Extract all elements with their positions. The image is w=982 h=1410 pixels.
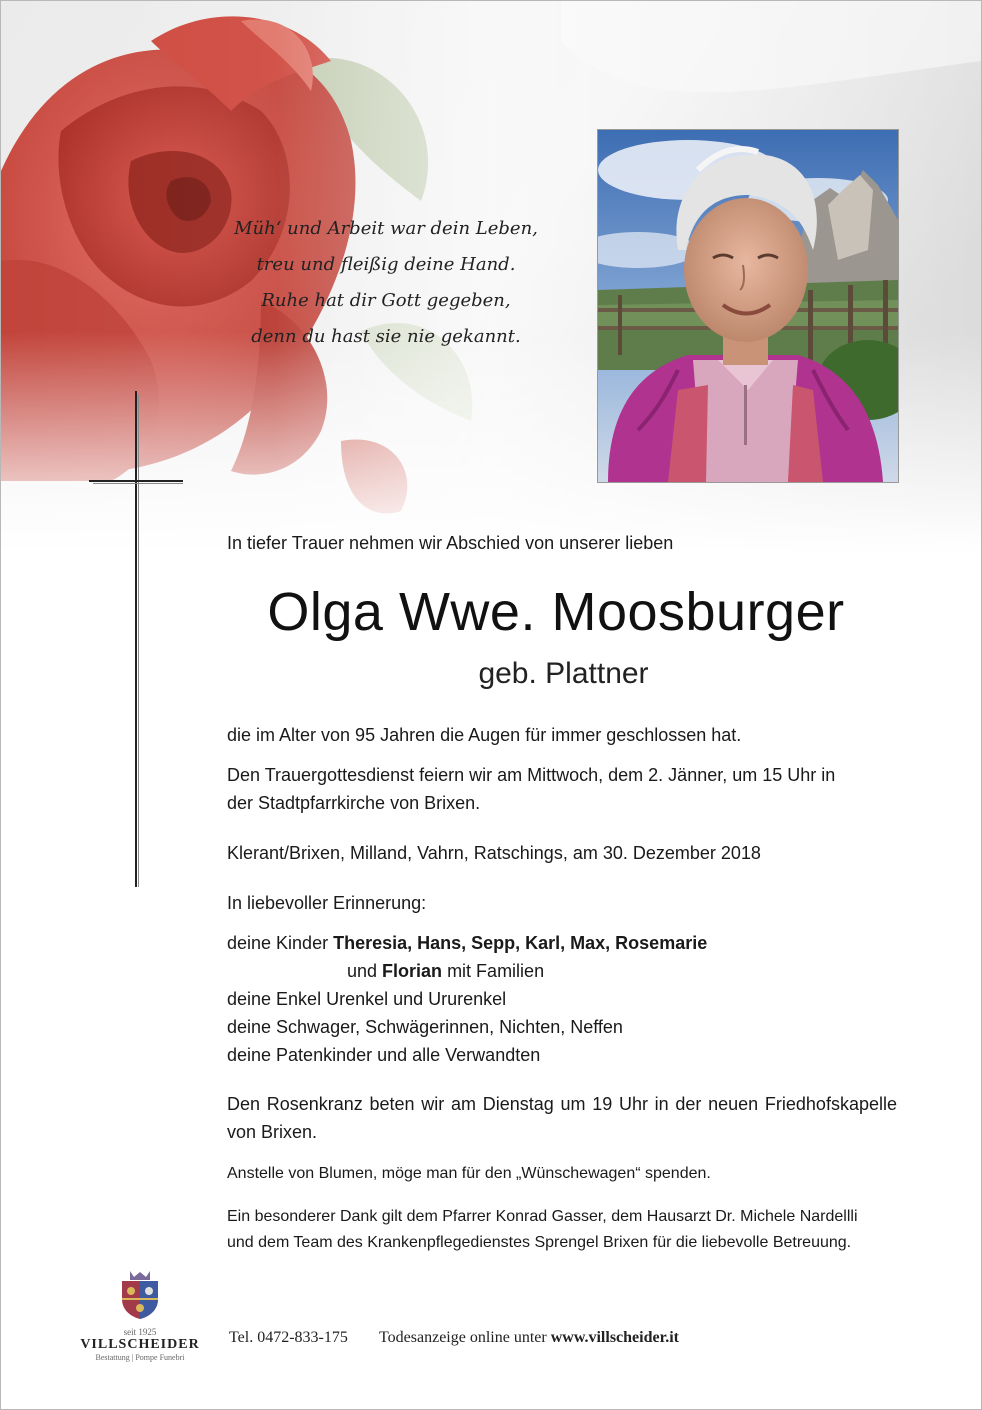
logo-subtitle: Bestattung | Pompe Funebri: [95, 1353, 185, 1362]
mourners-children-cont: [227, 957, 897, 985]
logo-since: seit 1925: [123, 1327, 157, 1337]
poem-line: Müh‘ und Arbeit war dein Leben,: [234, 218, 538, 239]
poem-line: treu und fleißig deine Hand.: [256, 254, 516, 275]
logo-brand: VILLSCHEIDER: [80, 1337, 200, 1352]
crest-icon: [112, 1269, 168, 1321]
mourners-list: [227, 929, 897, 1069]
footer-phone: Tel. 0472-833-175: [229, 1329, 348, 1346]
service-line: der Stadtpfarrkirche von Brixen.: [227, 793, 481, 813]
service-info: [227, 761, 897, 817]
intro-text: In tiefer Trauer nehmen wir Abschied von unserer lieben: [227, 533, 674, 553]
footer-online: [379, 1329, 679, 1347]
place-date: Klerant/Brixen, Milland, Vahrn, Ratschings, am 30. Dezember 2018: [227, 843, 761, 863]
deceased-name: Olga Wwe. Moosburger: [267, 582, 845, 642]
with-families: mit Familien: [442, 961, 545, 981]
cross-icon-bar: [89, 480, 183, 482]
age-line: die im Alter von 95 Jahren die Augen für immer geschlossen hat.: [227, 725, 742, 745]
portrait-photo: [597, 129, 899, 483]
footer-online-prefix: Todesanzeige online unter: [379, 1329, 551, 1346]
thanks-note: Ein besonderer Dank gilt dem Pfarrer Konrad Gasser, dem Hausarzt Dr. Michele Nardellli und dem Team des Krankenpflegedienstes Sprengel Brixen für die liebevolle Betreuung.: [227, 1208, 858, 1251]
last-child-name: Florian: [382, 961, 443, 981]
poem-line: denn du hast sie nie gekannt.: [251, 326, 521, 347]
poem: [201, 211, 571, 355]
funeral-home-logo: [75, 1269, 205, 1362]
poem-line: Ruhe hat dir Gott gegeben,: [261, 290, 511, 311]
children-names: Theresia, Hans, Sepp, Karl, Max, Rosemarie: [333, 933, 708, 953]
mourners-in-laws: deine Schwager, Schwägerinnen, Nichten, Neffen: [227, 1017, 623, 1037]
birth-name: geb. Plattner: [478, 657, 649, 690]
and-word: und: [347, 961, 383, 981]
children-prefix: deine Kinder: [227, 933, 334, 953]
mourners-godchildren: deine Patenkinder und alle Verwandten: [227, 1045, 541, 1065]
mourners-grandchildren: deine Enkel Urenkel und Ururenkel: [227, 989, 507, 1009]
footer-website-link[interactable]: www.villscheider.it: [550, 1329, 679, 1346]
service-line: Den Trauergottesdienst feiern wir am Mittwoch, dem 2. Jänner, um 15 Uhr in: [227, 765, 836, 785]
mourners-children: [227, 929, 897, 957]
rosary-info: Den Rosenkranz beten wir am Dienstag um 19 Uhr in der neuen Friedhofskapelle von Brixen.: [227, 1094, 897, 1142]
memory-heading: In liebevoller Erinnerung:: [227, 893, 427, 913]
donation-note: Anstelle von Blumen, möge man für den „Wünschewagen“ spenden.: [227, 1165, 711, 1182]
